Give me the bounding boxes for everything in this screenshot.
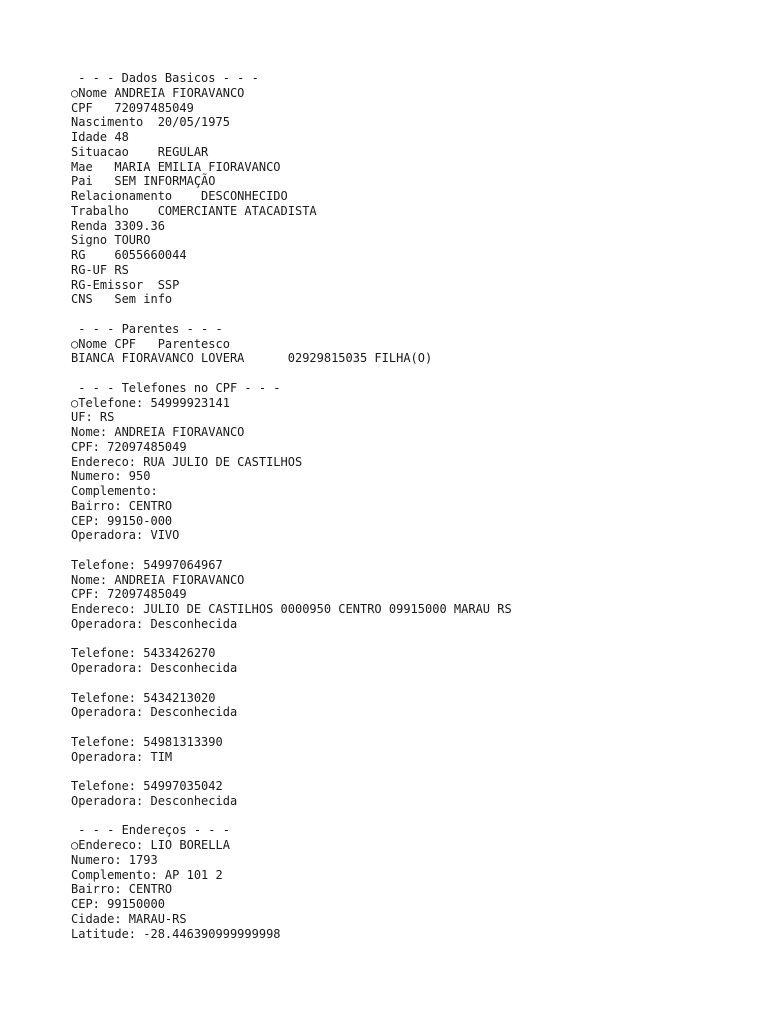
document-page [71, 71, 751, 941]
text-line: ○Nome CPF Parentesco [71, 336, 230, 351]
text-line: Bairro: CENTRO [71, 498, 173, 513]
text-line: Telefone: 54981313390 [71, 734, 223, 749]
section-parentes [71, 322, 751, 366]
text-line: Telefone: 5434213020 [71, 690, 216, 705]
text-line: Complemento: AP 101 2 [71, 867, 223, 882]
text-line: RG-UF RS [71, 262, 129, 277]
text-line: Telefone: 5433426270 [71, 646, 216, 661]
document-content [71, 71, 751, 941]
text-line: ○Endereco: LIO BORELLA [71, 838, 230, 852]
section-gap [71, 809, 751, 824]
text-line: Relacionamento DESCONHECIDO [71, 189, 288, 203]
text-line: Numero: 950 [71, 469, 151, 484]
section-heading: - - - Dados Basicos - - - [71, 71, 259, 85]
section-heading: - - - Endereços - - - [71, 823, 230, 838]
text-line: Endereco: JULIO DE CASTILHOS 0000950 CENTRO 09915000 MARAU RS [71, 602, 512, 616]
section-heading: - - - Parentes - - - [71, 321, 223, 336]
text-line: Operadora: VIVO [71, 528, 180, 543]
text-line: Endereco: RUA JULIO DE CASTILHOS [71, 454, 303, 469]
section-gap [71, 307, 751, 322]
text-line: ○Nome ANDREIA FIORAVANCO [71, 85, 245, 100]
section-gap [71, 366, 751, 381]
text-line: Nascimento 20/05/1975 [71, 115, 230, 130]
text-line: Signo TOURO [71, 233, 151, 248]
text-line: Operadora: TIM [71, 749, 173, 764]
text-line: Numero: 1793 [71, 852, 158, 867]
blank-line [71, 720, 751, 735]
text-line: Operadora: Desconhecida [71, 793, 238, 808]
blank-line [71, 543, 751, 558]
text-line: Latitude: -28.446390999999998 [71, 926, 281, 941]
text-line: Operadora: Desconhecida [71, 705, 238, 720]
text-line: Renda 3309.36 [71, 218, 165, 233]
text-line: Bairro: CENTRO [71, 882, 173, 897]
text-line: Telefone: 54997035042 [71, 779, 223, 793]
text-line: UF: RS [71, 410, 115, 425]
blank-line [71, 764, 751, 779]
text-line: Nome: ANDREIA FIORAVANCO [71, 425, 245, 439]
text-line: Operadora: Desconhecida [71, 661, 238, 675]
text-line: CNS Sem info [71, 292, 173, 307]
text-line: Idade 48 [71, 130, 129, 144]
section-heading: - - - Telefones no CPF - - - [71, 380, 281, 395]
text-line: RG 6055660044 [71, 248, 187, 262]
text-line: Mae MARIA EMILIA FIORAVANCO [71, 159, 281, 174]
blank-line [71, 632, 751, 647]
text-line: Operadora: Desconhecida [71, 616, 238, 631]
text-line: Trabalho COMERCIANTE ATACADISTA [71, 203, 317, 218]
section-dados-basicos [71, 71, 751, 307]
text-line: CPF 72097485049 [71, 100, 194, 115]
text-line: Pai SEM INFORMAÇÃO [71, 174, 216, 189]
text-line: CEP: 99150-000 [71, 513, 173, 528]
text-line: BIANCA FIORAVANCO LOVERA 02929815035 FILHA(O) [71, 351, 433, 366]
section-telefones-no-cpf [71, 381, 751, 809]
text-line: ○Telefone: 54999923141 [71, 395, 230, 410]
text-line: Situacao REGULAR [71, 144, 209, 159]
blank-line [71, 676, 751, 691]
text-line: Complemento: [71, 484, 158, 498]
text-line: CEP: 99150000 [71, 897, 165, 911]
text-line: Cidade: MARAU-RS [71, 911, 187, 926]
text-line: Telefone: 54997064967 [71, 557, 223, 572]
text-line: RG-Emissor SSP [71, 277, 180, 292]
section-enderecos [71, 823, 751, 941]
text-line: Nome: ANDREIA FIORAVANCO [71, 572, 245, 587]
text-line: CPF: 72097485049 [71, 439, 187, 454]
text-line: CPF: 72097485049 [71, 587, 187, 602]
